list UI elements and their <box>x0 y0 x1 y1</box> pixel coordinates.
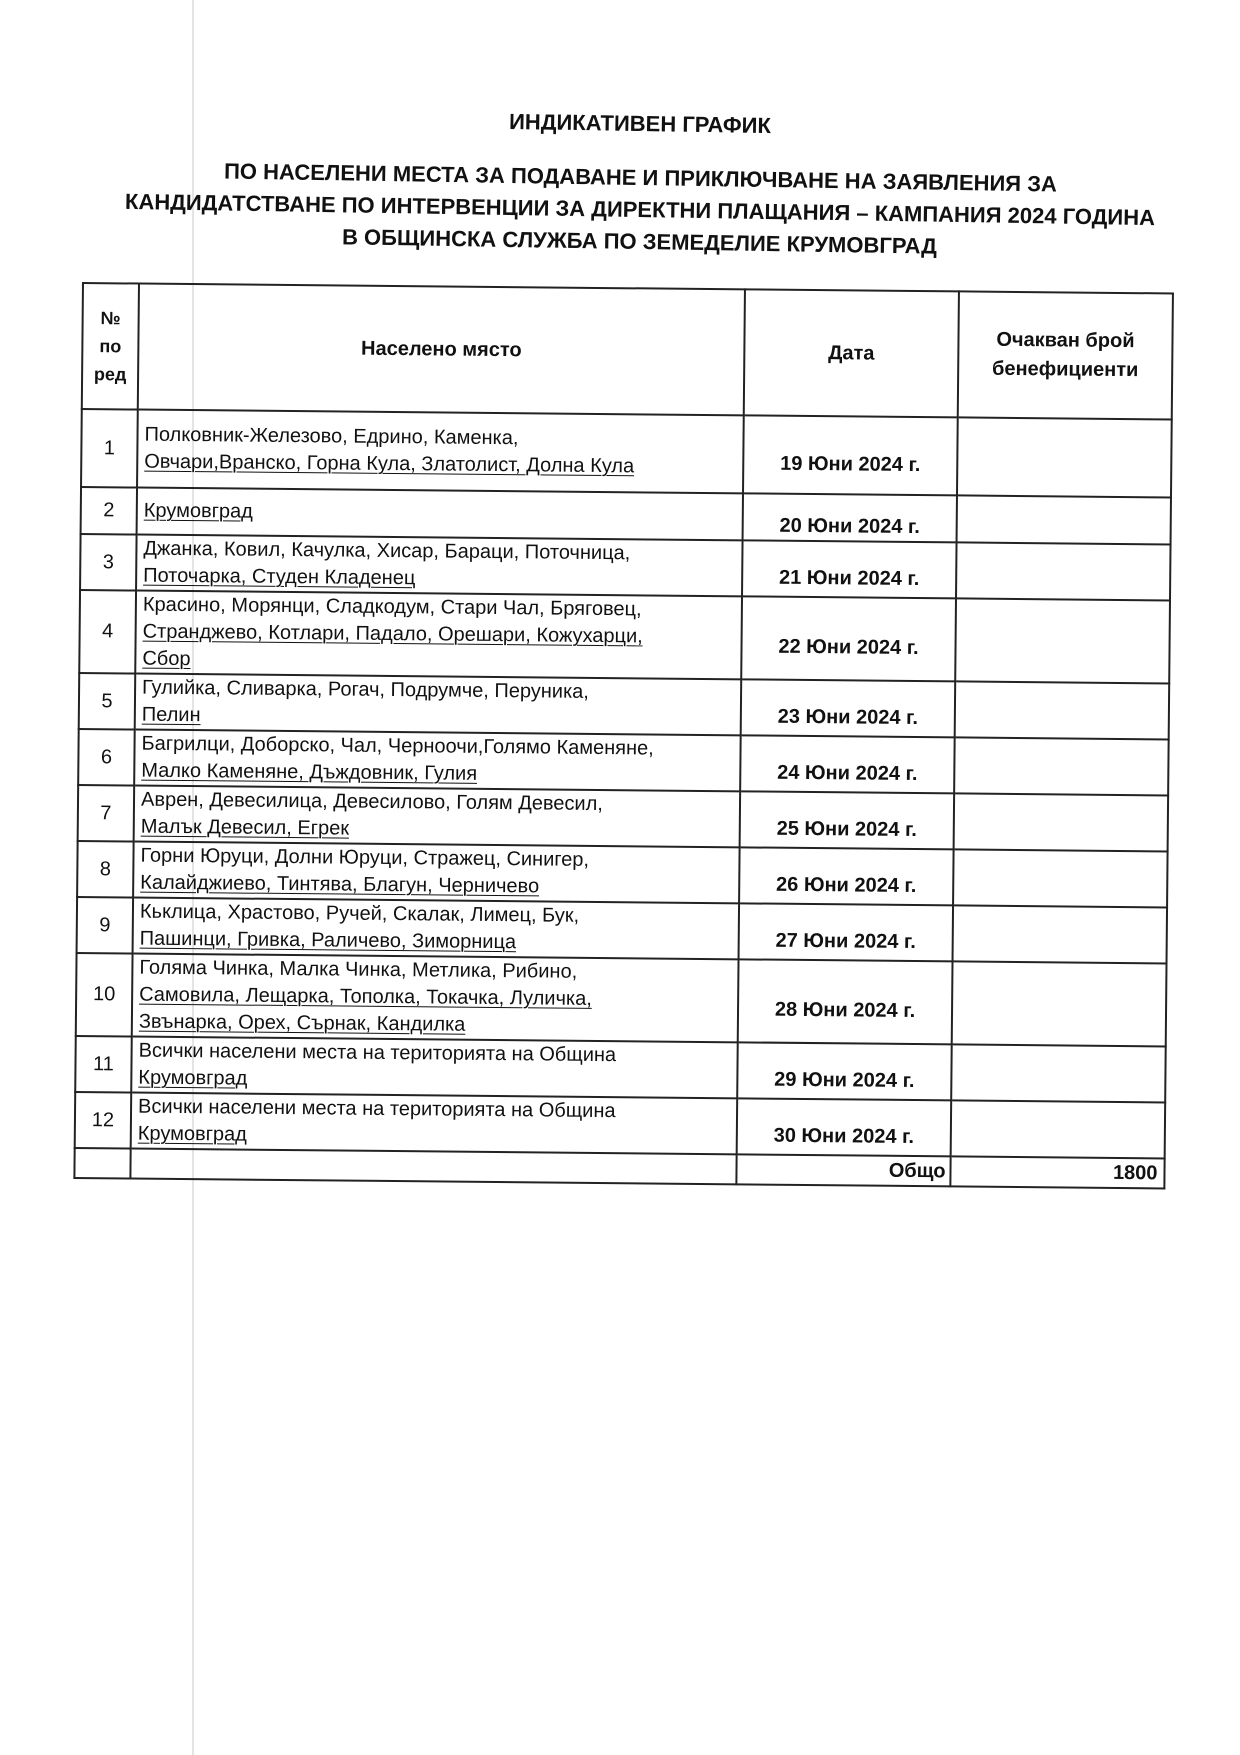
place-line: Крумовград <box>138 1066 248 1090</box>
table-row <box>75 1036 1165 1102</box>
table-row <box>79 590 1170 683</box>
row-place <box>137 488 743 541</box>
place-line: Овчари,Вранско, Горна Кула, Златолист, Долна Кула <box>144 450 635 478</box>
place-line: Голяма Чинка, Малка Чинка, Метлика, Рибино, <box>139 956 578 983</box>
row-date: 25 Юни 2024 г. <box>740 791 955 849</box>
row-date: 20 Юни 2024 г. <box>743 493 957 542</box>
row-date: 21 Юни 2024 г. <box>742 540 957 598</box>
place-line: Полковник-Железово, Едрино, Каменка, <box>144 423 519 450</box>
row-place <box>134 730 741 792</box>
row-place <box>133 842 740 904</box>
table-row <box>80 534 1170 600</box>
row-place <box>132 954 739 1043</box>
place-line: Всички населени места на територията на Община <box>138 1039 617 1067</box>
row-number: 12 <box>75 1092 132 1149</box>
header-beneficiaries-line: Очакван брой <box>996 328 1135 353</box>
row-number: 11 <box>75 1036 132 1093</box>
table-row <box>78 785 1168 851</box>
row-date: 24 Юни 2024 г. <box>740 735 955 793</box>
place-line: Джанка, Ковил, Качулка, Хисар, Бараци, Поточница, <box>143 537 631 565</box>
table-body <box>75 409 1172 1158</box>
table-row <box>78 729 1168 795</box>
row-date: 26 Юни 2024 г. <box>739 847 954 905</box>
row-number: 7 <box>78 785 135 842</box>
place-line: Странджево, Котлари, Падало, Орешари, Кожухарци, <box>142 620 643 648</box>
row-beneficiaries <box>955 681 1170 739</box>
row-beneficiaries <box>953 849 1168 907</box>
place-line: Пелин <box>141 703 201 727</box>
row-beneficiaries <box>957 417 1172 497</box>
row-beneficiaries <box>956 542 1171 600</box>
place-line: Красино, Морянци, Сладкодум, Стари Чал, Бряговец, <box>142 593 642 621</box>
row-number: 2 <box>81 487 137 535</box>
row-place <box>137 410 744 494</box>
place-line: Пашинци, Гривка, Раличево, Зиморница <box>139 927 517 954</box>
row-number: 5 <box>79 673 136 730</box>
row-place <box>133 898 740 960</box>
row-beneficiaries <box>951 1100 1166 1158</box>
row-number: 3 <box>80 534 137 591</box>
row-date: 27 Юни 2024 г. <box>739 903 954 961</box>
place-line: Аврен, Девесилица, Девесилово, Голям Девесил, <box>140 788 603 816</box>
table-row <box>75 1092 1165 1158</box>
row-beneficiaries <box>957 495 1171 544</box>
row-date: 19 Юни 2024 г. <box>743 415 958 495</box>
place-line: Звънарка, Орех, Сърнак, Кандилка <box>138 1010 466 1036</box>
row-number: 6 <box>78 729 135 786</box>
table-row <box>81 409 1172 497</box>
subtitle-line: ПО НАСЕЛЕНИ МЕСТА ЗА ПОДАВАНЕ И ПРИКЛЮЧВАНЕ НА ЗАЯВЛЕНИЯ ЗА <box>223 158 1058 197</box>
header-number-line: № <box>100 308 121 329</box>
header-number-line: ред <box>93 364 127 385</box>
row-date: 30 Юни 2024 г. <box>737 1098 952 1156</box>
place-line: Малък Девесил, Егрек <box>140 815 350 840</box>
row-date: 23 Юни 2024 г. <box>741 679 956 737</box>
row-number: 8 <box>77 841 134 898</box>
header-number <box>82 283 139 410</box>
place-line: Самовила, Лещарка, Тополка, Токачка, Луличка, <box>139 983 592 1010</box>
row-date: 29 Юни 2024 г. <box>737 1042 952 1100</box>
row-number: 1 <box>81 409 138 488</box>
place-line: Крумовград <box>143 499 253 523</box>
row-number: 4 <box>79 590 136 674</box>
row-date: 28 Юни 2024 г. <box>738 959 953 1044</box>
row-place <box>134 786 741 848</box>
row-place <box>136 535 743 597</box>
place-line: Сбор <box>142 647 191 671</box>
place-line: Багрилци, Доборско, Чал, Черноочи,Голямо Каменяне, <box>141 732 654 760</box>
row-beneficiaries <box>952 961 1167 1046</box>
place-line: Поточарка, Студен Кладенец <box>143 564 416 590</box>
table-header-row <box>82 283 1173 419</box>
total-label: Общо <box>736 1154 950 1186</box>
row-number: 10 <box>76 953 133 1037</box>
row-place <box>135 674 742 736</box>
row-place <box>135 591 742 680</box>
row-number: 9 <box>77 897 134 954</box>
document-title: ИНДИКАТИВЕН ГРАФИК <box>508 108 772 139</box>
row-place <box>131 1093 738 1155</box>
row-beneficiaries <box>951 1044 1166 1102</box>
document-subtitle <box>89 153 1190 266</box>
subtitle-line: В ОБЩИНСКА СЛУЖБА ПО ЗЕМЕДЕЛИЕ КРУМОВГРАД <box>341 224 938 259</box>
row-date: 22 Юни 2024 г. <box>741 596 956 681</box>
row-beneficiaries <box>955 598 1170 683</box>
row-beneficiaries <box>953 905 1168 963</box>
schedule-table-wrapper <box>73 282 1172 1189</box>
header-place: Населено място <box>138 284 745 416</box>
place-line: Крумовград <box>137 1122 247 1146</box>
table-row <box>76 953 1167 1046</box>
row-place <box>131 1037 738 1099</box>
place-line: Малко Каменяне, Дъждовник, Гулия <box>141 759 478 785</box>
total-value: 1800 <box>950 1156 1164 1188</box>
total-empty-cell <box>130 1149 736 1185</box>
schedule-table <box>73 282 1174 1189</box>
table-row <box>79 673 1169 739</box>
header-beneficiaries <box>958 291 1173 419</box>
table-row <box>77 841 1167 907</box>
place-line: Всички населени места на територията на Община <box>137 1095 616 1123</box>
table-row <box>77 897 1167 963</box>
row-beneficiaries <box>954 737 1169 795</box>
place-line: Горни Юруци, Долни Юруци, Стражец, Синигер, <box>140 844 590 871</box>
row-beneficiaries <box>954 793 1169 851</box>
subtitle-line: КАНДИДАТСТВАНЕ ПО ИНТЕРВЕНЦИИ ЗА ДИРЕКТНИ ПЛАЩАНИЯ – КАМПАНИЯ 2024 ГОДИНА <box>124 188 1156 231</box>
total-empty-cell <box>74 1148 130 1179</box>
place-line: Гулийка, Сливарка, Рогач, Подрумче, Перуника, <box>142 676 589 703</box>
header-date: Дата <box>744 289 959 417</box>
header-beneficiaries-line: бенефициенти <box>991 357 1139 382</box>
header-number-line: по <box>99 336 122 357</box>
place-line: Кьклица, Храстово, Ручей, Скалак, Лимец, Бук, <box>139 900 580 927</box>
place-line: Калайджиево, Тинтява, Благун, Черничево <box>140 871 540 898</box>
